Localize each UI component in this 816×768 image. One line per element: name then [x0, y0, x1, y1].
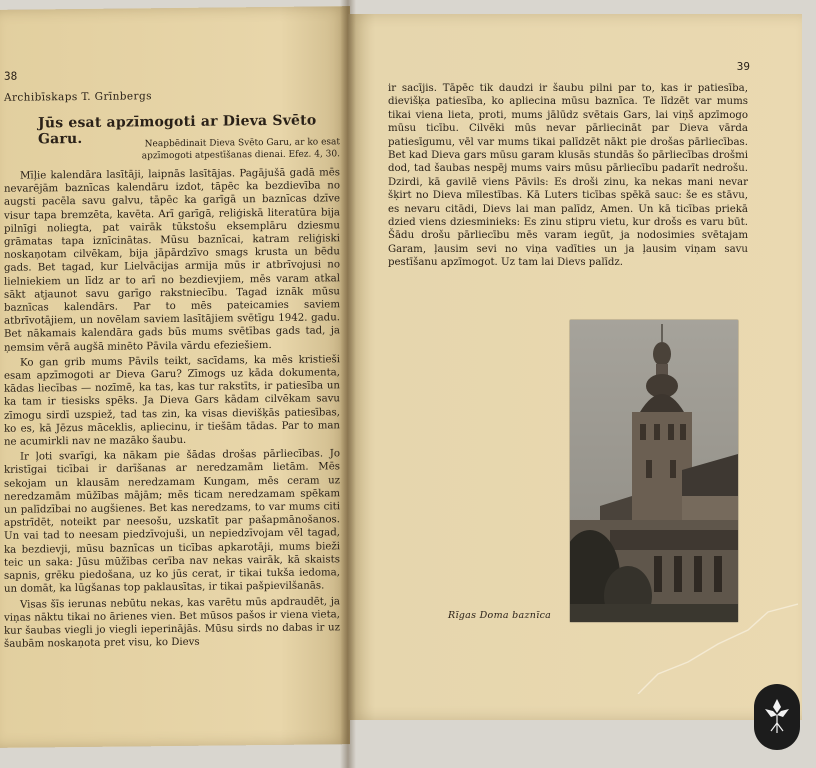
- book-gutter: [340, 0, 356, 768]
- author-line: Archibīskaps T. Grīnbergs: [4, 90, 152, 104]
- left-page: [0, 6, 350, 748]
- right-body-text: ir sacījis. Tāpēc tik daudzi ir šaubu pilni par to, kas ir patiesība, dievišķa patiesība, ko apliecina mūsu baznīca. Te līdzēt var mums tikai viena lieta, proti, mums jālūdz svētais Gars, lai viņš apzīmogo mūsu ticību. Cilvēki mūs nevar pārliecināt par Dieva vārda patiesīgumu, vēl var mums tikai palīdzēt nākt pie drošas pārliecības. Bet kad Dieva gars mūsu garam klusās stundās šo pārliecības drošmi dod, tad šaubas nespēj mums vairs mūsu pārliecību padarīt nedrošu. Dzirdi, kā gavilē viens Pāvils: Es droši zinu, ka nekas mani nevar šķirt no Dieva mīlestības. Kā Luters ticības spēkā sauc: še es stāvu, es nevaru citādi, Dievs lai man palīdz, Amen. Un kā ticības priekā dzied viens dziesminieks: Es zinu stipru vietu, kur drošs es varu būt. Šādu drošu pārliecību mēs varam iegūt, ja nodosimies svētajam Garam, ļausim sevi no viņa vadīties un ja ļausim viņam savu pestīšanu apzīmogot. Uz tam lai Dievs palīdz.: [388, 83, 748, 269]
- paragraph: Ko gan grib mums Pāvils teikt, sacīdams, ka mēs kristieši esam apzīmogoti ar Dieva Garu? Zīmogs uz kāda dokumenta, kādas liecības — nozīmē, ka tas, kas tur rakstīts, ir patiesība un ka tam ir tiesisks spēks. Ja Dieva Gars kādam cilvēkam savu zīmogu sirdī uzspiež, tad tas zin, ka visas dievišķās patiesības, ko es, kā Jēzus māceklis, apliecinu, ir tiešām tādas. Par to man ne acumirkli nav ne mazāko šaubu.: [4, 354, 340, 448]
- right-page-number: 39: [736, 60, 750, 73]
- article-title: Jūs esat apzīmogoti ar Dieva Svēto Garu.: [38, 112, 317, 148]
- left-page-number: 38: [4, 69, 18, 83]
- paragraph: Ir ļoti svarīgi, ka nākam pie šādas drošas pārliecības. Jo kristīgai ticībai ir darīšanas ar neredzamām lietām. Mēs sekojam un klausām neredzamam Kungam, mēs ceram uz neredzamām mūžības mājām; mēs ticam neredzamam spēkam un palīdzībai no augšienes. Bet kas neredzams, to var mums citi apstrīdēt, noteikt par neesošu, uzskatīt par pašapmānošanos. Un vai tad to neesam piedzīvojuši, un nepiedzīvojam vēl tagad, ka bezdievji, mūsu baznīcas un ticības apkarotāji, mums bieži teic un saka: Jūsu mūžības cerība nav nekas vairāk, kā skaists sapnis, grēku piedošana, uz ko jūs cerat, ir tikai tukša iedoma, un domāt, ka lūgšanas top paklausītas, ir tikai pašpievilšanās.: [4, 448, 340, 596]
- paragraph: Mīļie kalendāra lasītāji, laipnās lasītājas. Pagājušā gadā mēs nevarējām baznīcas kalendāru izdot, tāpēc ka bezdievība no augsti pacēla savu galvu, tāpēc ka garīgā un baznīcas dzīve visur tapa bremzēta, kavēta. Arī garīgā, reliģiskā literatūra bija pilnīgi noliegta, pat vairāk tūkstošu eksemplāru dziesmu grāmatas tapa iznīcinātas. Mūsu baznīcai, katram reliģiski noskaņotam cilvēkam, bija jāpārdzīvo smags krusta un bēdu gads. Bet tagad, kur Lielvācijas armija mūs ir atbrīvojusi no lielniekiem un līdz ar to arī no bezdievjiem, mēs varam atkal sākt atjaunot savu garīgo rakstniecību. Tagad iznāk mūsu baznīcas kalendārs. Par to mēs pateicamies saviem atbrīvotājiem, un novēlam saviem lasītājiem svētīgu 1942. gadu. Bet nākamais kalendāra gads būs mums svētības gads tad, ja ņemsim vērā augšā minēto Pāvila vārdu efeziešiem.: [4, 167, 340, 354]
- epigraph: Neapbēdinait Dieva Svēto Garu, ar ko esat apzīmogoti atpestīšanas dienai. Efez. 4, 30.: [141, 137, 340, 162]
- flower-icon: [762, 695, 792, 739]
- photo-caption: Rīgas Doma baznīca: [448, 610, 552, 621]
- paragraph: Visas šīs ierunas nebūtu nekas, kas varētu mūs apdraudēt, ja viņas nāktu tikai no ārienes vien. Bet mūsos pašos ir viena vieta, kur šaubas viegli jo viegli ieperinājās. Mūsu sirds no dabas ir uz šaubām noskaņota pret visu, ko Dievs: [4, 595, 340, 650]
- left-body-text: [4, 166, 340, 653]
- paper-tear-mark: [598, 574, 798, 694]
- right-page: [348, 14, 802, 720]
- watermark-logo: [754, 684, 800, 750]
